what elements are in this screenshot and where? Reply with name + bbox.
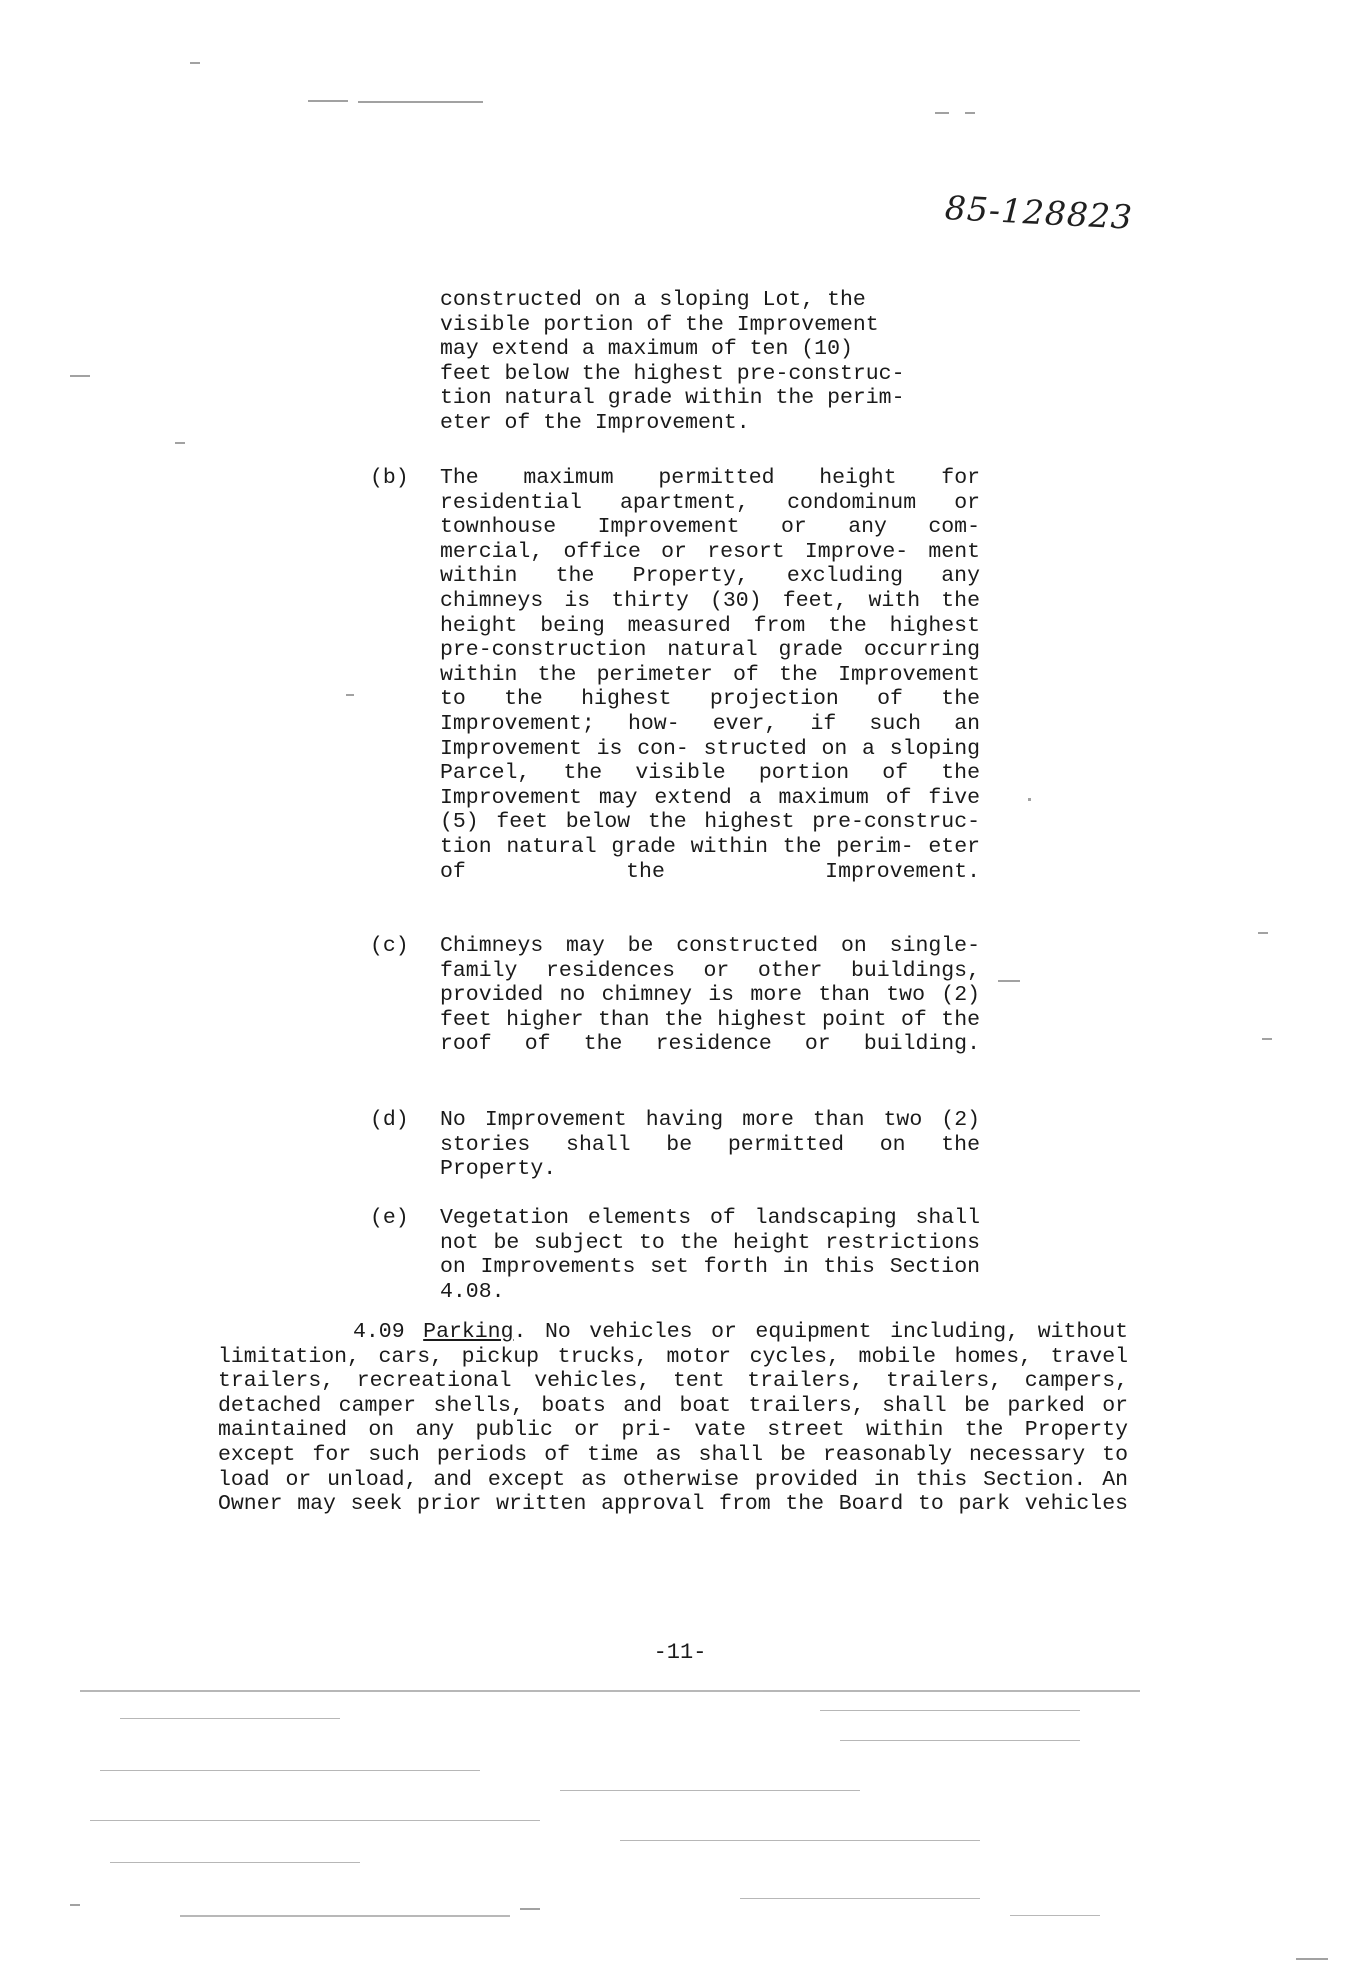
text-line: ever, if such an Improvement is con- bbox=[440, 711, 981, 761]
text-line: may extend a maximum of ten (10) bbox=[440, 337, 853, 362]
item-label-b: (b) bbox=[370, 466, 409, 490]
text-line: except as otherwise provided in this Section. An Owner may bbox=[218, 1467, 1128, 1517]
text-line: of the Improvement to the highest bbox=[440, 662, 980, 712]
text-line: structed on a sloping Parcel, the bbox=[440, 736, 981, 786]
item-label-c: (c) bbox=[370, 934, 409, 958]
recording-number: 85-128823 bbox=[943, 188, 1134, 237]
item-label-e: (e) bbox=[370, 1206, 409, 1230]
item-c-text bbox=[440, 934, 980, 1057]
text-line: Chimneys may be constructed on bbox=[440, 934, 867, 958]
item-label-d: (d) bbox=[370, 1108, 409, 1132]
text-line: the highest point of the roof of the bbox=[440, 1007, 980, 1057]
section-heading: Parking bbox=[423, 1320, 514, 1344]
text-line: forth in this Section 4.08. bbox=[440, 1255, 981, 1304]
text-line: more than two (2) feet higher than bbox=[440, 983, 980, 1032]
text-line: seek prior written approval from the Board to park vehicles bbox=[350, 1492, 1128, 1517]
text-line: feet below the highest pre-construc- bbox=[440, 361, 905, 386]
text-line: with the height being measured from bbox=[440, 588, 980, 638]
section-first-line-text: . No vehicles or equipment including, bbox=[513, 1320, 1020, 1344]
text-line: may extend a maximum of five (5) bbox=[440, 785, 980, 835]
section-first-line bbox=[218, 1320, 1019, 1344]
text-line: grade occurring within the perimeter bbox=[440, 638, 980, 687]
text-line: without limitation, cars, pickup trucks, motor cycles, mobile bbox=[218, 1320, 1129, 1369]
text-line: residence or building. bbox=[655, 1032, 980, 1057]
text-line: The maximum permitted height for bbox=[440, 466, 980, 490]
text-line: the highest pre-construction natural bbox=[440, 613, 980, 663]
section-4-09 bbox=[218, 1320, 1128, 1517]
text-line: constructed on a sloping Lot, the bbox=[440, 288, 866, 312]
text-line: shall not be subject to the height bbox=[440, 1206, 981, 1255]
section-number: 4.09 bbox=[353, 1320, 405, 1344]
item-e-text bbox=[440, 1206, 980, 1304]
text-line: tion natural grade within the perim- bbox=[440, 834, 914, 859]
text-line: homes, travel trailers, recreational vehicles, tent trailers, bbox=[218, 1344, 1129, 1394]
text-line: single-family residences or other bbox=[440, 934, 980, 983]
text-line: projection of the Improvement; how- bbox=[440, 687, 980, 736]
text-line: (2) stories shall be permitted on bbox=[440, 1108, 981, 1157]
text-line: or townhouse Improvement or any com- bbox=[440, 490, 980, 540]
text-line: the Property. bbox=[440, 1132, 980, 1182]
text-line: visible portion of the Improvement bbox=[440, 761, 980, 810]
text-line: eter of the Improvement. bbox=[440, 410, 750, 435]
item-b-text bbox=[440, 466, 980, 884]
text-line: residential apartment, condominum bbox=[440, 490, 917, 515]
text-line: eter of the Improvement. bbox=[440, 834, 981, 884]
text-line: Vegetation elements of landscaping bbox=[440, 1206, 897, 1230]
text-line: restrictions on Improvements set bbox=[440, 1230, 981, 1280]
text-line: visible portion of the Improvement bbox=[440, 312, 879, 337]
text-line: vate street within the Property except for such periods of bbox=[218, 1418, 1128, 1467]
text-line: buildings, provided no chimney is bbox=[440, 958, 980, 1008]
text-line: mercial, office or resort Improve- bbox=[440, 539, 909, 564]
text-line: No Improvement having more than two bbox=[440, 1108, 923, 1132]
text-line: time as shall be reasonably necessary to load or unload, and bbox=[218, 1442, 1128, 1492]
text-line: any chimneys is thirty (30) feet, bbox=[440, 564, 980, 613]
text-line: trailers, shall be parked or maintained on any public or pri- bbox=[218, 1393, 1129, 1443]
text-line: tion natural grade within the perim- bbox=[440, 386, 905, 411]
continuation-paragraph bbox=[440, 288, 980, 436]
text-line: ment within the Property, excluding bbox=[440, 539, 980, 589]
item-d-text bbox=[440, 1108, 980, 1182]
text-line: trailers, campers, detached camper shells, boats and boat bbox=[218, 1369, 1128, 1418]
page-number: -11- bbox=[653, 1640, 707, 1665]
text-line: feet below the highest pre-construc- bbox=[496, 810, 980, 835]
